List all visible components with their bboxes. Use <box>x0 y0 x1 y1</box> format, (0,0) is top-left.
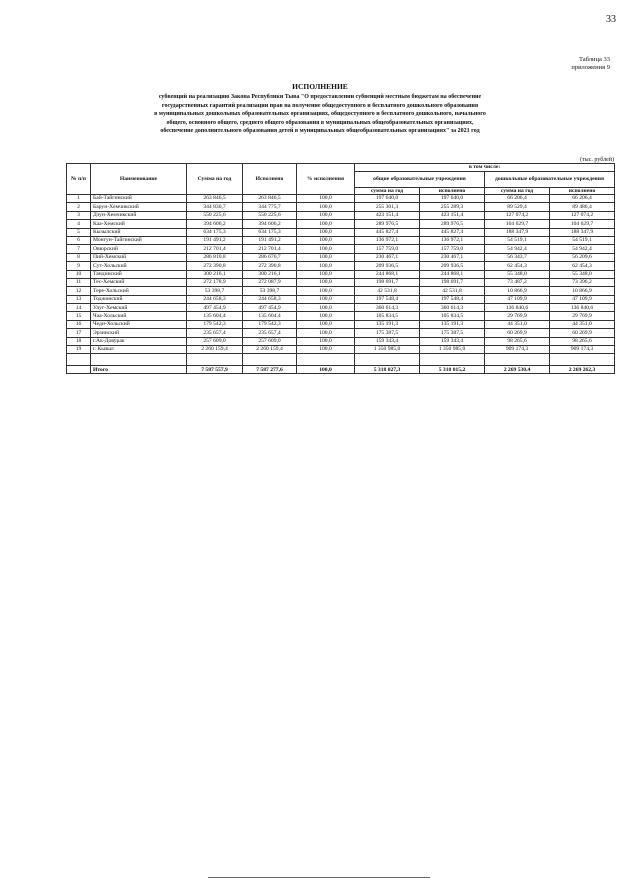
row-preschool-sum: 60 269,9 <box>485 329 550 337</box>
subtitle-line: общего, основного общего, среднего общего образования в муниципальных общеобразовательных организациях, <box>166 119 474 126</box>
header-sum-year: Сумма на год <box>187 164 243 195</box>
row-percent: 100,0 <box>297 304 355 312</box>
subtitle-line: в муниципальных дошкольных образовательных организациях, общедоступного и бесплатного дошкольного, начального <box>154 111 486 118</box>
row-executed: 179 542,3 <box>243 320 297 328</box>
row-general-sum: 360 614,3 <box>355 304 420 312</box>
row-preschool-executed: 98 265,6 <box>550 337 615 345</box>
row-executed: 2 260 159,4 <box>243 346 297 354</box>
spacer-cell <box>297 354 355 366</box>
row-sum-year: 394 606,2 <box>187 220 243 228</box>
total-executed: 7 587 277,6 <box>243 366 297 374</box>
row-percent: 100,0 <box>297 195 355 203</box>
row-percent: 100,0 <box>297 295 355 303</box>
row-executed: 394 606,2 <box>243 220 297 228</box>
row-general-sum: 289 976,5 <box>355 220 420 228</box>
row-number: 19 <box>67 346 91 354</box>
row-name: Эрзинский <box>91 329 187 337</box>
spacer-cell <box>355 354 420 366</box>
row-percent: 100,0 <box>297 320 355 328</box>
row-percent: 100,0 <box>297 245 355 253</box>
header-general-education: общие образовательные учреждения <box>355 171 485 187</box>
row-percent: 100,0 <box>297 287 355 295</box>
total-num <box>67 366 91 374</box>
header-name: Наименование <box>91 164 187 195</box>
row-executed: 257 609,0 <box>243 337 297 345</box>
row-executed: 550 225,6 <box>243 211 297 219</box>
row-percent: 100,0 <box>297 253 355 261</box>
header-executed: Исполнено <box>243 164 297 195</box>
row-sum-year: 212 701,4 <box>187 245 243 253</box>
row-name: Барун-Хемчикский <box>91 203 187 211</box>
spacer-cell <box>550 354 615 366</box>
row-preschool-executed: 127 074,2 <box>550 211 615 219</box>
table-row <box>67 304 615 312</box>
row-general-executed: 244 868,1 <box>420 270 485 278</box>
row-name: Бай-Тайгинский <box>91 195 187 203</box>
row-general-sum: 209 936,5 <box>355 262 420 270</box>
table-row <box>67 312 615 320</box>
row-executed: 135 604,4 <box>243 312 297 320</box>
spacer-cell <box>420 354 485 366</box>
row-percent: 100,0 <box>297 236 355 244</box>
row-preschool-executed: 55 348,0 <box>550 270 615 278</box>
row-general-executed: 360 614,3 <box>420 304 485 312</box>
header-sub-sum: сумма на год <box>355 187 420 195</box>
reference-line-1: Таблица 33 <box>578 56 610 63</box>
header-preschool-education: дошкольные образовательные учреждения <box>485 171 615 187</box>
row-sum-year: 550 225,6 <box>187 211 243 219</box>
total-general-sum: 5 318 027,3 <box>355 366 420 374</box>
row-general-sum: 230 467,1 <box>355 253 420 261</box>
row-number: 10 <box>67 270 91 278</box>
header-num: № п/п <box>67 164 91 195</box>
row-executed: 634 175,3 <box>243 228 297 236</box>
row-name: Монгун-Тайгинский <box>91 236 187 244</box>
spacer-cell <box>91 354 187 366</box>
row-number: 11 <box>67 278 91 286</box>
row-preschool-executed: 89 486,4 <box>550 203 615 211</box>
row-preschool-sum: 89 529,4 <box>485 203 550 211</box>
execution-table <box>66 163 615 374</box>
spacer-cell <box>187 354 243 366</box>
row-preschool-executed: 188 347,9 <box>550 228 615 236</box>
row-sum-year: 272 390,8 <box>187 262 243 270</box>
table-row <box>67 195 615 203</box>
row-preschool-sum: 62 454,3 <box>485 262 550 270</box>
row-number: 2 <box>67 203 91 211</box>
footer-rule <box>208 877 430 878</box>
table-row <box>67 337 615 345</box>
row-preschool-executed: 44 351,0 <box>550 320 615 328</box>
row-general-executed: 175 387,5 <box>420 329 485 337</box>
row-number: 1 <box>67 195 91 203</box>
row-name: Дзун-Хемчикский <box>91 211 187 219</box>
row-name: Тоджинский <box>91 295 187 303</box>
row-general-executed: 197 640,0 <box>420 195 485 203</box>
table-row <box>67 236 615 244</box>
row-number: 13 <box>67 295 91 303</box>
row-preschool-sum: 136 840,6 <box>485 304 550 312</box>
row-name: Тандинский <box>91 270 187 278</box>
row-preschool-sum: 127 074,2 <box>485 211 550 219</box>
row-general-sum: 42 531,8 <box>355 287 420 295</box>
row-percent: 100,0 <box>297 312 355 320</box>
row-sum-year: 244 658,3 <box>187 295 243 303</box>
row-name: Тере-Хольский <box>91 287 187 295</box>
row-sum-year: 191 491,2 <box>187 236 243 244</box>
row-name: Сут-Хольский <box>91 262 187 270</box>
row-sum-year: 634 175,3 <box>187 228 243 236</box>
row-preschool-sum: 98 265,6 <box>485 337 550 345</box>
table-row <box>67 220 615 228</box>
row-number: 8 <box>67 253 91 261</box>
header-including: в том числе: <box>355 164 615 172</box>
row-general-sum: 255 301,3 <box>355 203 420 211</box>
total-preschool-sum: 2 269 530,4 <box>485 366 550 374</box>
total-sum-year: 7 587 557,9 <box>187 366 243 374</box>
row-number: 18 <box>67 337 91 345</box>
subtitle-line: государственных гарантий реализации прав на получение общедоступного и бесплатного дошкольного образования <box>161 102 479 109</box>
row-sum-year: 300 216,1 <box>187 270 243 278</box>
row-general-executed: 445 827,4 <box>420 228 485 236</box>
row-general-sum: 159 343,4 <box>355 337 420 345</box>
row-preschool-executed: 29 769,9 <box>550 312 615 320</box>
row-name: Кызылский <box>91 228 187 236</box>
row-preschool-executed: 56 209,6 <box>550 253 615 261</box>
row-general-sum: 136 972,1 <box>355 236 420 244</box>
row-sum-year: 344 830,7 <box>187 203 243 211</box>
row-preschool-executed: 10 866,9 <box>550 287 615 295</box>
row-preschool-sum: 66 206,4 <box>485 195 550 203</box>
row-name: г. Кызыл <box>91 346 187 354</box>
row-sum-year: 257 609,0 <box>187 337 243 345</box>
total-label: Итого <box>91 366 187 374</box>
row-number: 15 <box>67 312 91 320</box>
row-executed: 53 398,7 <box>243 287 297 295</box>
row-executed: 244 658,3 <box>243 295 297 303</box>
row-general-executed: 1 350 985,0 <box>420 346 485 354</box>
row-general-executed: 423 151,4 <box>420 211 485 219</box>
row-general-sum: 105 834,5 <box>355 312 420 320</box>
spacer-cell <box>243 354 297 366</box>
row-number: 9 <box>67 262 91 270</box>
row-general-sum: 1 350 985,0 <box>355 346 420 354</box>
row-preschool-executed: 60 269,9 <box>550 329 615 337</box>
row-name: Овюрский <box>91 245 187 253</box>
row-general-sum: 197 548,4 <box>355 295 420 303</box>
row-number: 12 <box>67 287 91 295</box>
total-general-executed: 5 318 015,2 <box>420 366 485 374</box>
row-general-executed: 255 289,3 <box>420 203 485 211</box>
header-sub-sum: сумма на год <box>485 187 550 195</box>
row-general-executed: 289 976,5 <box>420 220 485 228</box>
spacer-row <box>67 354 615 366</box>
row-sum-year: 497 454,9 <box>187 304 243 312</box>
table-row <box>67 346 615 354</box>
page-number: 33 <box>606 14 616 25</box>
row-preschool-sum: 909 174,3 <box>485 346 550 354</box>
row-number: 3 <box>67 211 91 219</box>
row-general-executed: 135 191,3 <box>420 320 485 328</box>
table-row <box>67 278 615 286</box>
row-preschool-sum: 73 487,2 <box>485 278 550 286</box>
row-general-executed: 136 972,1 <box>420 236 485 244</box>
row-preschool-sum: 44 351,0 <box>485 320 550 328</box>
row-executed: 263 846,5 <box>243 195 297 203</box>
document-subtitle <box>110 93 530 136</box>
row-number: 17 <box>67 329 91 337</box>
row-general-executed: 198 691,7 <box>420 278 485 286</box>
row-preschool-executed: 73 396,2 <box>550 278 615 286</box>
row-percent: 100,0 <box>297 270 355 278</box>
row-percent: 100,0 <box>297 278 355 286</box>
spacer-cell <box>67 354 91 366</box>
row-preschool-sum: 10 866,9 <box>485 287 550 295</box>
row-sum-year: 235 657,4 <box>187 329 243 337</box>
header-sub-executed: исполнено <box>420 187 485 195</box>
row-general-sum: 423 151,4 <box>355 211 420 219</box>
row-executed: 212 701,4 <box>243 245 297 253</box>
reference-line-2: приложения 9 <box>571 64 610 71</box>
row-preschool-sum: 47 109,9 <box>485 295 550 303</box>
table-row <box>67 270 615 278</box>
row-general-executed: 105 834,5 <box>420 312 485 320</box>
row-preschool-executed: 66 206,4 <box>550 195 615 203</box>
row-preschool-sum: 104 629,7 <box>485 220 550 228</box>
row-name: Пий-Хемский <box>91 253 187 261</box>
row-general-executed: 209 936,5 <box>420 262 485 270</box>
row-executed: 344 775,7 <box>243 203 297 211</box>
row-percent: 100,0 <box>297 220 355 228</box>
row-preschool-executed: 136 840,6 <box>550 304 615 312</box>
table-row <box>67 211 615 219</box>
table-row <box>67 253 615 261</box>
row-executed: 286 676,7 <box>243 253 297 261</box>
row-percent: 100,0 <box>297 329 355 337</box>
row-preschool-sum: 29 769,9 <box>485 312 550 320</box>
row-preschool-executed: 104 629,7 <box>550 220 615 228</box>
row-percent: 100,0 <box>297 211 355 219</box>
row-preschool-executed: 54 942,4 <box>550 245 615 253</box>
row-executed: 191 491,2 <box>243 236 297 244</box>
row-sum-year: 272 178,9 <box>187 278 243 286</box>
row-number: 6 <box>67 236 91 244</box>
row-general-sum: 135 191,3 <box>355 320 420 328</box>
row-sum-year: 263 846,5 <box>187 195 243 203</box>
row-number: 5 <box>67 228 91 236</box>
table-row <box>67 329 615 337</box>
row-name: Чаа-Хольский <box>91 312 187 320</box>
total-preschool-executed: 2 269 262,3 <box>550 366 615 374</box>
table-row <box>67 320 615 328</box>
row-general-executed: 42 531,8 <box>420 287 485 295</box>
row-executed: 272 390,8 <box>243 262 297 270</box>
row-name: Каа-Хемский <box>91 220 187 228</box>
row-percent: 100,0 <box>297 337 355 345</box>
row-general-sum: 197 640,0 <box>355 195 420 203</box>
row-general-sum: 157 759,0 <box>355 245 420 253</box>
row-preschool-sum: 56 343,7 <box>485 253 550 261</box>
row-number: 4 <box>67 220 91 228</box>
table-reference <box>571 56 610 72</box>
document-title: ИСПОЛНЕНИЕ <box>292 82 348 91</box>
row-name: Чеди-Хольский <box>91 320 187 328</box>
total-row <box>67 366 615 374</box>
row-executed: 497 454,9 <box>243 304 297 312</box>
row-name: Улуг-Хемский <box>91 304 187 312</box>
row-preschool-executed: 62 454,3 <box>550 262 615 270</box>
row-number: 16 <box>67 320 91 328</box>
table-row <box>67 203 615 211</box>
row-sum-year: 53 398,7 <box>187 287 243 295</box>
total-percent: 100,0 <box>297 366 355 374</box>
row-preschool-sum: 54 942,4 <box>485 245 550 253</box>
row-preschool-sum: 55 348,0 <box>485 270 550 278</box>
row-preschool-executed: 909 174,3 <box>550 346 615 354</box>
row-percent: 100,0 <box>297 228 355 236</box>
row-executed: 300 216,1 <box>243 270 297 278</box>
row-name: Тес-Хемский <box>91 278 187 286</box>
header-percent: % исполнения <box>297 164 355 195</box>
units-label: (тыс. рублей) <box>580 157 614 163</box>
row-sum-year: 286 810,8 <box>187 253 243 261</box>
row-sum-year: 179 542,3 <box>187 320 243 328</box>
row-sum-year: 2 260 159,4 <box>187 346 243 354</box>
table-row <box>67 295 615 303</box>
row-percent: 100,0 <box>297 203 355 211</box>
row-sum-year: 135 604,4 <box>187 312 243 320</box>
header-sub-executed: исполнено <box>550 187 615 195</box>
row-preschool-executed: 54 519,1 <box>550 236 615 244</box>
row-percent: 100,0 <box>297 262 355 270</box>
table-row <box>67 245 615 253</box>
spacer-cell <box>485 354 550 366</box>
row-executed: 235 657,4 <box>243 329 297 337</box>
table-row <box>67 262 615 270</box>
row-number: 7 <box>67 245 91 253</box>
row-preschool-sum: 54 519,1 <box>485 236 550 244</box>
row-number: 14 <box>67 304 91 312</box>
subtitle-line: обеспечение дополнительного образования детей в муниципальных общеобразовательных организациях" за 2021 год <box>160 128 480 135</box>
row-percent: 100,0 <box>297 346 355 354</box>
row-executed: 272 087,9 <box>243 278 297 286</box>
row-general-executed: 157 759,0 <box>420 245 485 253</box>
row-name: г.Ак-Довурак <box>91 337 187 345</box>
row-preschool-executed: 47 109,9 <box>550 295 615 303</box>
table-row <box>67 287 615 295</box>
row-general-sum: 198 691,7 <box>355 278 420 286</box>
row-preschool-sum: 188 347,9 <box>485 228 550 236</box>
row-general-executed: 159 343,4 <box>420 337 485 345</box>
row-general-sum: 244 868,1 <box>355 270 420 278</box>
table-row <box>67 228 615 236</box>
subtitle-line: субвенций на реализацию Закона Республики Тыва "О предоставлении субвенций местным бюджетам на обеспечение <box>158 94 482 100</box>
row-general-sum: 175 387,5 <box>355 329 420 337</box>
row-general-executed: 230 467,1 <box>420 253 485 261</box>
row-general-sum: 445 827,4 <box>355 228 420 236</box>
row-general-executed: 197 548,4 <box>420 295 485 303</box>
